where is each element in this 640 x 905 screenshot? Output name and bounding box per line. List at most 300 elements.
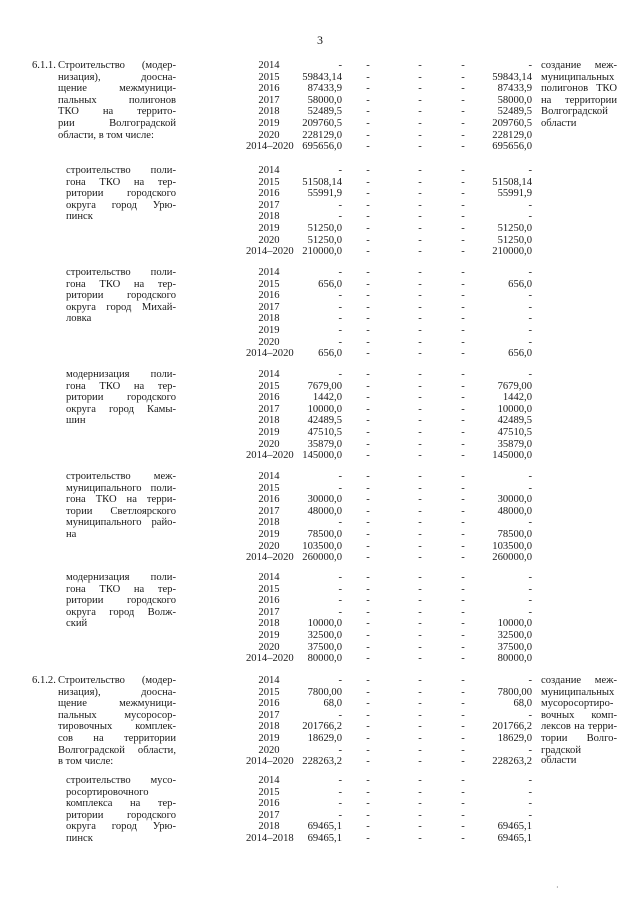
description-line: пальных мусоросор-	[58, 709, 176, 721]
local-cell: -	[461, 482, 465, 494]
year-cell: 2016	[258, 595, 280, 607]
extra-budget-cell: 69465,1	[497, 821, 532, 833]
total-cell: 52489,5	[307, 106, 342, 118]
result-line: муниципальных	[541, 71, 615, 83]
regional-cell: -	[418, 199, 422, 211]
description-line: муниципального райо-	[66, 517, 176, 529]
local-cell: -	[461, 733, 465, 744]
result-line: градской области	[541, 744, 582, 767]
year-cell: 2014	[258, 369, 280, 380]
extra-budget-cell: -	[528, 583, 532, 595]
result-line: полигонов ТКО	[541, 83, 617, 95]
total-cell: 7800,00	[307, 686, 342, 698]
year-cell: 2018	[258, 313, 280, 325]
year-cell: 2019	[258, 223, 280, 234]
extra-budget-cell: -	[528, 211, 532, 223]
result-line: создание меж-	[541, 675, 617, 686]
regional-cell: -	[418, 336, 422, 348]
extra-budget-cell: 51508,14	[492, 176, 532, 188]
year-cell: 2019	[258, 630, 280, 641]
federal-cell: -	[366, 278, 370, 290]
description-line: строительство мусо-	[66, 775, 176, 786]
federal-cell: -	[366, 471, 370, 482]
section-description	[66, 573, 176, 631]
local-cell: -	[461, 165, 465, 176]
federal-cell: -	[366, 71, 370, 83]
regional-cell: -	[418, 94, 422, 106]
federal-cell: -	[366, 756, 370, 768]
federal-cell: -	[366, 595, 370, 607]
local-cell: -	[461, 471, 465, 482]
extra-budget-cell: 210000,0	[492, 246, 532, 258]
regional-cell: -	[418, 821, 422, 833]
local-cell: -	[461, 199, 465, 211]
extra-budget-cell: -	[528, 744, 532, 756]
total-cell: 59843,14	[302, 71, 342, 83]
federal-cell: -	[366, 675, 370, 686]
regional-cell: -	[418, 234, 422, 246]
description-line: низация), доосна-	[58, 71, 176, 83]
description-line: ловка	[66, 313, 92, 325]
federal-cell: -	[366, 438, 370, 450]
total-cell: 48000,0	[307, 505, 342, 517]
extra-budget-cell: -	[528, 809, 532, 821]
total-cell: -	[338, 471, 342, 482]
regional-cell: -	[418, 246, 422, 258]
total-cell: 42489,5	[307, 415, 342, 427]
local-cell: -	[461, 223, 465, 234]
total-cell: 209760,5	[302, 118, 342, 129]
total-cell: 78500,0	[307, 529, 342, 540]
description-line: области, в том числе:	[58, 129, 154, 141]
total-cell: -	[338, 744, 342, 756]
description-line: муниципального поли-	[66, 482, 176, 494]
year-cell: 2017	[258, 199, 280, 211]
total-cell: 210000,0	[302, 246, 342, 258]
year-cell: 2014–2020	[246, 552, 294, 564]
year-cell: 2017	[258, 709, 280, 721]
year-cell: 2018	[258, 721, 280, 733]
federal-cell: -	[366, 118, 370, 129]
federal-cell: -	[366, 392, 370, 404]
year-cell: 2015	[258, 786, 280, 798]
total-cell: -	[338, 572, 342, 583]
year-cell: 2020	[258, 234, 280, 246]
extra-budget-cell: 58000,0	[497, 94, 532, 106]
federal-cell: -	[366, 494, 370, 506]
year-cell: 2020	[258, 744, 280, 756]
year-cell: 2020	[258, 641, 280, 653]
local-cell: -	[461, 517, 465, 529]
year-cell: 2014	[258, 775, 280, 786]
regional-cell: -	[418, 223, 422, 234]
federal-cell: -	[366, 630, 370, 641]
total-cell: -	[338, 369, 342, 380]
local-cell: -	[461, 721, 465, 733]
regional-cell: -	[418, 572, 422, 583]
regional-cell: -	[418, 595, 422, 607]
total-cell: 87433,9	[307, 83, 342, 95]
total-cell: -	[338, 775, 342, 786]
description-line: гона ТКО на тер-	[66, 380, 176, 392]
year-cell: 2020	[258, 438, 280, 450]
year-cell: 2015	[258, 71, 280, 83]
federal-cell: -	[366, 505, 370, 517]
description-line: округа город Урю-	[66, 199, 176, 211]
local-cell: -	[461, 450, 465, 462]
result-line: муниципальных	[541, 686, 615, 698]
local-cell: -	[461, 529, 465, 540]
federal-cell: -	[366, 618, 370, 630]
local-cell: -	[461, 415, 465, 427]
federal-cell: -	[366, 325, 370, 336]
extra-budget-cell: 201766,2	[492, 721, 532, 733]
year-cell: 2015	[258, 686, 280, 698]
regional-cell: -	[418, 798, 422, 810]
regional-cell: -	[418, 450, 422, 462]
total-cell: 35879,0	[307, 438, 342, 450]
extra-budget-cell: 51250,0	[497, 234, 532, 246]
result-line: Волгоградской	[541, 106, 608, 118]
total-cell: 10000,0	[307, 403, 342, 415]
local-cell: -	[461, 572, 465, 583]
regional-cell: -	[418, 517, 422, 529]
year-cell: 2019	[258, 529, 280, 540]
federal-cell: -	[366, 450, 370, 462]
federal-cell: -	[366, 744, 370, 756]
description-line: рии Волгоградской	[58, 117, 176, 129]
regional-cell: -	[418, 630, 422, 641]
local-cell: -	[461, 786, 465, 798]
regional-cell: -	[418, 698, 422, 710]
regional-cell: -	[418, 348, 422, 360]
regional-cell: -	[418, 618, 422, 630]
extra-budget-cell: 228129,0	[492, 129, 532, 141]
result-line: области	[541, 117, 577, 129]
year-cell: 2019	[258, 118, 280, 129]
federal-cell: -	[366, 348, 370, 360]
extra-budget-cell: 48000,0	[497, 505, 532, 517]
result-line: вочных комп-	[541, 709, 617, 721]
regional-cell: -	[418, 188, 422, 200]
total-cell: 18629,0	[307, 733, 342, 744]
year-cell: 2015	[258, 380, 280, 392]
extra-budget-cell: -	[528, 369, 532, 380]
extra-budget-cell: -	[528, 301, 532, 313]
year-cell: 2014	[258, 60, 280, 71]
total-cell: 656,0	[318, 348, 342, 360]
description-line: гона ТКО на тер-	[66, 278, 176, 290]
year-cell: 2019	[258, 325, 280, 336]
total-cell: -	[338, 199, 342, 211]
local-cell: -	[461, 744, 465, 756]
regional-cell: -	[418, 118, 422, 129]
regional-cell: -	[418, 775, 422, 786]
regional-cell: -	[418, 83, 422, 95]
local-cell: -	[461, 427, 465, 438]
total-cell: 145000,0	[302, 450, 342, 462]
total-cell: 80000,0	[307, 653, 342, 665]
total-cell: -	[338, 336, 342, 348]
federal-cell: -	[366, 415, 370, 427]
extra-budget-cell: 32500,0	[497, 630, 532, 641]
extra-budget-cell: -	[528, 786, 532, 798]
extra-budget-cell: 42489,5	[497, 415, 532, 427]
total-cell: 228129,0	[302, 129, 342, 141]
extra-budget-cell: -	[528, 165, 532, 176]
regional-cell: -	[418, 482, 422, 494]
local-cell: -	[461, 392, 465, 404]
total-cell: -	[338, 583, 342, 595]
year-cell: 2016	[258, 698, 280, 710]
extra-budget-cell: 656,0	[508, 278, 532, 290]
federal-cell: -	[366, 267, 370, 278]
federal-cell: -	[366, 427, 370, 438]
description-line: пинск	[66, 211, 93, 223]
total-cell: 68,0	[323, 698, 342, 710]
federal-cell: -	[366, 809, 370, 821]
year-cell: 2018	[258, 821, 280, 833]
scan-speck: ·	[556, 883, 559, 892]
result-line: мусоросортиро-	[541, 698, 614, 710]
total-cell: -	[338, 313, 342, 325]
local-cell: -	[461, 595, 465, 607]
year-cell: 2014	[258, 267, 280, 278]
local-cell: -	[461, 325, 465, 336]
description-line: на	[66, 528, 77, 540]
regional-cell: -	[418, 427, 422, 438]
description-line: низация), доосна-	[58, 686, 176, 698]
regional-cell: -	[418, 686, 422, 698]
total-cell: 55991,9	[307, 188, 342, 200]
federal-cell: -	[366, 653, 370, 665]
extra-budget-cell: 18629,0	[497, 733, 532, 744]
year-cell: 2014–2018	[246, 833, 294, 844]
federal-cell: -	[366, 583, 370, 595]
regional-cell: -	[418, 290, 422, 302]
extra-budget-cell: 69465,1	[497, 833, 532, 844]
section-description	[66, 472, 176, 542]
local-cell: -	[461, 756, 465, 768]
year-cell: 2014	[258, 572, 280, 583]
federal-cell: -	[366, 301, 370, 313]
year-cell: 2016	[258, 798, 280, 810]
local-cell: -	[461, 336, 465, 348]
local-cell: -	[461, 290, 465, 302]
description-line: строительство поли-	[66, 165, 176, 176]
year-cell: 2020	[258, 336, 280, 348]
local-cell: -	[461, 675, 465, 686]
description-line: ритории городского	[66, 595, 176, 607]
description-line: в том числе:	[58, 756, 114, 768]
regional-cell: -	[418, 71, 422, 83]
description-line: ритории городского	[66, 290, 176, 302]
total-cell: -	[338, 211, 342, 223]
local-cell: -	[461, 686, 465, 698]
federal-cell: -	[366, 106, 370, 118]
regional-cell: -	[418, 583, 422, 595]
federal-cell: -	[366, 733, 370, 744]
description-line: модернизация поли-	[66, 369, 176, 380]
local-cell: -	[461, 211, 465, 223]
section-description	[58, 676, 176, 769]
local-cell: -	[461, 809, 465, 821]
federal-cell: -	[366, 223, 370, 234]
federal-cell: -	[366, 572, 370, 583]
local-cell: -	[461, 83, 465, 95]
year-cell: 2020	[258, 129, 280, 141]
extra-budget-cell: -	[528, 675, 532, 686]
year-cell: 2014–2020	[246, 141, 294, 153]
regional-cell: -	[418, 641, 422, 653]
local-cell: -	[461, 698, 465, 710]
extra-budget-cell: 78500,0	[497, 529, 532, 540]
extra-budget-cell: 7679,00	[497, 380, 532, 392]
year-cell: 2016	[258, 494, 280, 506]
year-cell: 2014–2020	[246, 348, 294, 360]
federal-cell: -	[366, 552, 370, 564]
total-cell: 69465,1	[307, 833, 342, 844]
regional-cell: -	[418, 606, 422, 618]
local-cell: -	[461, 606, 465, 618]
year-cell: 2014–2020	[246, 450, 294, 462]
description-line: строительство меж-	[66, 471, 176, 482]
total-cell: -	[338, 267, 342, 278]
local-cell: -	[461, 540, 465, 552]
description-line: округа город Камы-	[66, 403, 176, 415]
regional-cell: -	[418, 278, 422, 290]
year-cell: 2016	[258, 290, 280, 302]
section-description	[66, 166, 176, 224]
local-cell: -	[461, 494, 465, 506]
extra-budget-cell: -	[528, 471, 532, 482]
local-cell: -	[461, 775, 465, 786]
extra-budget-cell: -	[528, 482, 532, 494]
description-line: округа город Волж-	[66, 606, 176, 618]
description-line: гона ТКО на терри-	[66, 494, 176, 506]
regional-cell: -	[418, 540, 422, 552]
description-line: сов на территории	[58, 732, 176, 744]
local-cell: -	[461, 176, 465, 188]
extra-budget-cell: -	[528, 798, 532, 810]
section-number: 6.1.2.	[32, 675, 56, 686]
description-line: гона ТКО на тер-	[66, 176, 176, 188]
total-cell: -	[338, 675, 342, 686]
local-cell: -	[461, 369, 465, 380]
description-line: ритории городского	[66, 809, 176, 821]
regional-cell: -	[418, 267, 422, 278]
regional-cell: -	[418, 211, 422, 223]
total-cell: 47510,5	[307, 427, 342, 438]
regional-cell: -	[418, 744, 422, 756]
federal-cell: -	[366, 369, 370, 380]
total-cell: 58000,0	[307, 94, 342, 106]
total-cell: 260000,0	[302, 552, 342, 564]
local-cell: -	[461, 552, 465, 564]
description-line: округа город Михай-	[66, 301, 176, 313]
local-cell: -	[461, 821, 465, 833]
description-line: щение межмуници-	[58, 83, 176, 95]
federal-cell: -	[366, 798, 370, 810]
federal-cell: -	[366, 709, 370, 721]
total-cell: 228263,2	[302, 756, 342, 768]
regional-cell: -	[418, 380, 422, 392]
year-cell: 2018	[258, 106, 280, 118]
year-cell: 2020	[258, 540, 280, 552]
total-cell: 10000,0	[307, 618, 342, 630]
extra-budget-cell: 47510,5	[497, 427, 532, 438]
extra-budget-cell: -	[528, 325, 532, 336]
regional-cell: -	[418, 301, 422, 313]
description-line: Строительство (модер-	[58, 60, 176, 71]
description-line: округа город Урю-	[66, 821, 176, 833]
section-description	[58, 61, 176, 142]
local-cell: -	[461, 630, 465, 641]
description-line: щение межмуници-	[58, 698, 176, 710]
local-cell: -	[461, 188, 465, 200]
local-cell: -	[461, 798, 465, 810]
extra-budget-cell: 209760,5	[492, 118, 532, 129]
regional-cell: -	[418, 733, 422, 744]
extra-budget-cell: 7800,00	[497, 686, 532, 698]
total-cell: -	[338, 290, 342, 302]
year-cell: 2018	[258, 517, 280, 529]
regional-cell: -	[418, 471, 422, 482]
local-cell: -	[461, 618, 465, 630]
total-cell: 695656,0	[302, 141, 342, 153]
federal-cell: -	[366, 336, 370, 348]
regional-cell: -	[418, 494, 422, 506]
extra-budget-cell: -	[528, 517, 532, 529]
regional-cell: -	[418, 325, 422, 336]
description-line: шин	[66, 415, 86, 427]
expected-result	[541, 675, 617, 767]
extra-budget-cell: 52489,5	[497, 106, 532, 118]
local-cell: -	[461, 246, 465, 258]
local-cell: -	[461, 106, 465, 118]
total-cell: 69465,1	[307, 821, 342, 833]
year-cell: 2016	[258, 188, 280, 200]
extra-budget-cell: 59843,14	[492, 71, 532, 83]
description-line: росортировочного	[66, 786, 149, 798]
federal-cell: -	[366, 94, 370, 106]
description-line: ский	[66, 618, 88, 630]
total-cell: -	[338, 482, 342, 494]
total-cell: 103500,0	[302, 540, 342, 552]
extra-budget-cell: 35879,0	[497, 438, 532, 450]
local-cell: -	[461, 583, 465, 595]
federal-cell: -	[366, 165, 370, 176]
year-cell: 2014	[258, 165, 280, 176]
extra-budget-cell: -	[528, 595, 532, 607]
federal-cell: -	[366, 188, 370, 200]
extra-budget-cell: 1442,0	[502, 392, 532, 404]
regional-cell: -	[418, 756, 422, 768]
regional-cell: -	[418, 709, 422, 721]
extra-budget-cell: 55991,9	[497, 188, 532, 200]
regional-cell: -	[418, 141, 422, 153]
local-cell: -	[461, 641, 465, 653]
year-cell: 2018	[258, 618, 280, 630]
year-cell: 2017	[258, 94, 280, 106]
total-cell: -	[338, 517, 342, 529]
federal-cell: -	[366, 380, 370, 392]
regional-cell: -	[418, 60, 422, 71]
federal-cell: -	[366, 60, 370, 71]
federal-cell: -	[366, 211, 370, 223]
regional-cell: -	[418, 552, 422, 564]
year-cell: 2014	[258, 471, 280, 482]
